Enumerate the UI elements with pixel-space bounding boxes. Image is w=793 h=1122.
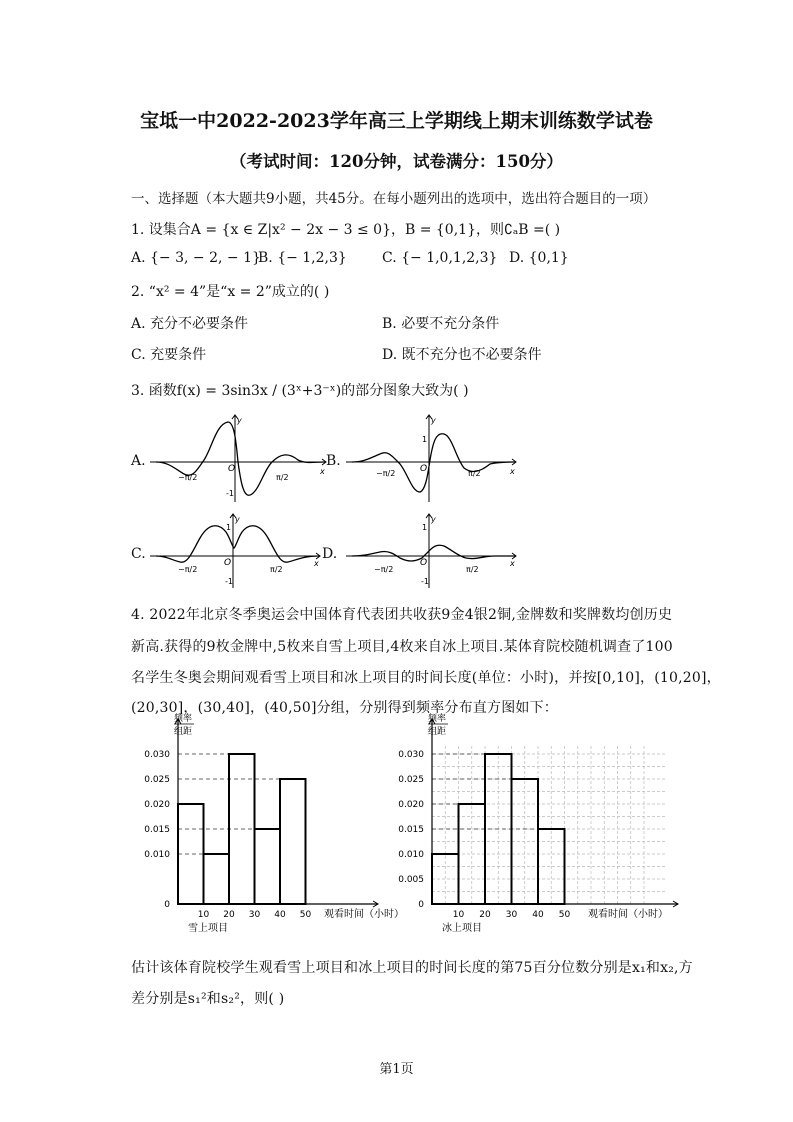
neg-pi2-label: −π/2 (374, 565, 394, 574)
histogram-bar (255, 829, 281, 904)
x-label: x (314, 559, 319, 568)
x-tick-label: 40 (532, 910, 544, 920)
neg-one-label: -1 (421, 577, 429, 586)
y-axis-label-numerator: 频率 (428, 714, 447, 724)
graph-c (148, 510, 328, 592)
origin-label: O (420, 464, 428, 474)
y-tick-label: 0.020 (398, 800, 424, 810)
q1-option-a: A. {− 3, − 2, − 1} (131, 250, 261, 266)
x-label: x (510, 467, 515, 476)
origin-label: O (420, 558, 428, 568)
section-heading: 一、选择题（本大题共9小题，共45分。在每小题列出的选项中，选出符合题目的一项） (131, 191, 657, 207)
y-axis-label-denominator: 组距 (428, 727, 447, 737)
pi2-label: π/2 (468, 469, 481, 478)
y-tick-label: 0.025 (398, 775, 424, 785)
q3-label-a: A. (131, 453, 146, 469)
one-label: 1 (226, 523, 232, 532)
y-label: y (431, 416, 436, 425)
q4-after-line-2: 差分别是s₁²和s₂²，则( ) (131, 991, 285, 1007)
origin-label: O (228, 464, 236, 474)
q2-option-c: C. 充要条件 (131, 347, 207, 363)
q4-after-line-1: 估计该体育院校学生观看雪上项目和冰上项目的时间长度的第75百分位数分别是x₁和x₂,方 (131, 960, 693, 976)
snow-histogram (128, 714, 404, 943)
y-tick-label: 0.010 (144, 850, 170, 860)
neg-pi2-label: −π/2 (376, 469, 396, 478)
x-tick-label: 20 (223, 910, 235, 920)
q4-line-4: (20,30]，(30,40]，(40,50]分组，分别得到频率分布直方图如下： (131, 700, 559, 716)
q2-stem: 2. “x² = 4”是“x = 2”成立的( ) (131, 284, 330, 300)
y-tick-label: 0.025 (144, 775, 170, 785)
graph-a (148, 412, 328, 504)
origin-label: O (224, 558, 232, 568)
graph-b (344, 412, 524, 504)
one-label: 1 (422, 435, 428, 444)
ice-histogram (388, 714, 693, 943)
x-tick-label: 50 (299, 910, 312, 920)
q1-option-b: B. {− 1,2,3} (258, 250, 347, 266)
y-axis-label-denominator: 组距 (174, 727, 193, 737)
pi2-label: π/2 (466, 565, 479, 574)
q4-line-3: 名学生冬奥会期间观看雪上项目和冰上项目的时间长度(单位：小时)，并按[0,10]，(10,20]， (131, 670, 721, 686)
pi2-label: π/2 (276, 473, 289, 482)
q4-line-1: 4. 2022年北京冬季奥运会中国体育代表团共收获9金4银2铜,金牌数和奖牌数均创历史 (131, 607, 673, 623)
page-number: 第1页 (379, 1062, 414, 1077)
y-tick-label: 0.030 (144, 750, 170, 760)
y-label: y (237, 416, 242, 425)
x-tick-label: 10 (452, 910, 465, 920)
y-tick-label: 0.010 (398, 850, 424, 860)
graph-d (344, 510, 524, 592)
y-tick-label: 0 (418, 900, 424, 910)
x-tick-label: 30 (505, 910, 518, 920)
y-tick-label: 0 (164, 900, 170, 910)
q3-stem: 3. 函数f(x) = 3sin3x / (3ˣ+3⁻ˣ)的部分图象大致为( ) (131, 383, 469, 399)
q2-option-b: B. 必要不充分条件 (382, 316, 500, 332)
x-axis-label: 观看时间（小时） (324, 909, 404, 920)
one-label: 1 (422, 523, 428, 532)
q3-label-d: D. (322, 546, 338, 562)
q3-label-b: B. (326, 453, 341, 469)
q2-option-d: D. 既不充分也不必要条件 (382, 347, 542, 363)
q2-option-a: A. 充分不必要条件 (131, 316, 249, 332)
neg-pi2-label: −π/2 (178, 473, 198, 482)
y-tick-label: 0.005 (398, 875, 424, 885)
y-label: y (235, 515, 240, 524)
neg-pi2-label: −π/2 (178, 565, 198, 574)
x-axis-label: 观看时间（小时） (588, 909, 668, 920)
q1-option-d: D. {0,1} (509, 250, 569, 266)
neg-one-label: -1 (226, 489, 234, 498)
pi2-label: π/2 (270, 565, 283, 574)
exam-title: 宝坻一中2022-2023学年高三上学期线上期末训练数学试卷 (140, 110, 653, 132)
x-label: x (510, 559, 515, 568)
y-axis-label-numerator: 频率 (174, 714, 193, 724)
y-tick-label: 0.015 (398, 825, 424, 835)
neg-one-label: -1 (225, 577, 233, 586)
x-tick-label: 40 (274, 910, 286, 920)
chart-title: 雪上项目 (188, 923, 228, 934)
exam-subtitle: （考试时间：120分钟，试卷满分：150分） (230, 152, 563, 171)
chart-title: 冰上项目 (442, 923, 482, 934)
histogram-bar (280, 779, 306, 904)
y-tick-label: 0.020 (144, 800, 170, 810)
x-label: x (320, 467, 325, 476)
x-tick-label: 50 (558, 910, 571, 920)
q3-label-c: C. (131, 546, 146, 562)
y-label: y (431, 515, 436, 524)
y-tick-label: 0.030 (398, 750, 424, 760)
q4-line-2: 新高.获得的9枚金牌中,5枚来自雪上项目,4枚来自冰上项目.某体育院校随机调查了100 (131, 639, 673, 655)
q1-stem: 1. 设集合A = {x ∈ Z|x² − 2x − 3 ≤ 0}，B = {0,1}，则∁ₐB =( ) (131, 222, 561, 238)
x-tick-label: 20 (479, 910, 491, 920)
x-tick-label: 10 (197, 910, 210, 920)
q1-option-c: C. {− 1,0,1,2,3} (382, 250, 498, 266)
y-tick-label: 0.015 (144, 825, 170, 835)
x-tick-label: 30 (248, 910, 261, 920)
histogram-bar (204, 854, 230, 904)
